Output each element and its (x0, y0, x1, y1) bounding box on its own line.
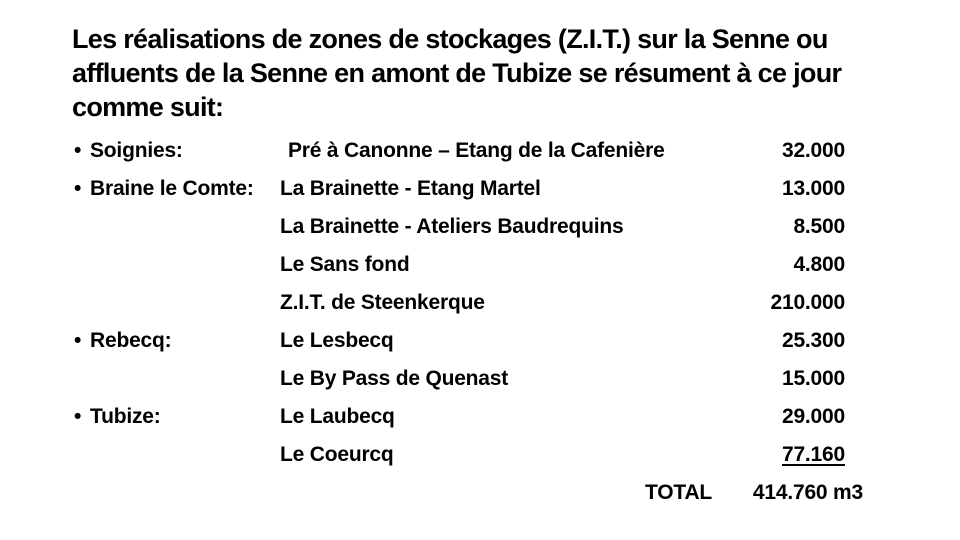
site-description: Le By Pass de Quenast (280, 367, 509, 390)
bullet-icon: • (74, 405, 82, 428)
volume-value: 13.000 (781, 177, 845, 200)
total-label: TOTAL (645, 481, 713, 504)
title-line-1: Les réalisations de zones de stockages (Z.I.T.) sur la Senne ou (72, 24, 828, 54)
site-description: Le Laubecq (280, 405, 395, 428)
location-label: Soignies: (90, 139, 183, 162)
slide-title (72, 22, 932, 124)
total-value: 414.760 m3 (752, 481, 863, 504)
list-row (72, 170, 863, 208)
volume-value: 210.000 (770, 291, 845, 314)
list-row (72, 322, 863, 360)
total-row (72, 474, 863, 512)
site-description: Pré à Canonne – Etang de la Cafenière (288, 139, 665, 162)
site-description: Le Sans fond (280, 253, 410, 276)
volume-value-underlined: 77.160 (781, 443, 845, 466)
list-row (72, 246, 863, 284)
volume-value: 25.300 (781, 329, 845, 352)
volume-value: 29.000 (781, 405, 845, 428)
list-row (72, 284, 863, 322)
site-description: Le Coeurcq (280, 443, 394, 466)
list-row (72, 208, 863, 246)
location-label: Rebecq: (90, 329, 172, 352)
site-description: La Brainette - Ateliers Baudrequins (280, 215, 624, 238)
title-line-2: affluents de la Senne en amont de Tubize se résument à ce jour (72, 58, 842, 88)
list-row (72, 436, 863, 474)
bullet-icon: • (74, 329, 82, 352)
location-label: Braine le Comte: (90, 177, 254, 200)
bullet-icon: • (74, 177, 82, 200)
list-row (72, 398, 863, 436)
volume-value: 32.000 (781, 139, 845, 162)
list-row (72, 360, 863, 398)
bullet-icon: • (74, 139, 82, 162)
volume-value: 8.500 (793, 215, 845, 238)
site-description: Z.I.T. de Steenkerque (280, 291, 485, 314)
location-label: Tubize: (90, 405, 161, 428)
site-description: La Brainette - Etang Martel (280, 177, 541, 200)
zit-list (72, 132, 863, 527)
volume-value: 15.000 (781, 367, 845, 390)
list-row (72, 132, 863, 170)
volume-value: 4.800 (793, 253, 845, 276)
title-line-3: comme suit: (72, 92, 224, 122)
site-description: Le Lesbecq (280, 329, 394, 352)
